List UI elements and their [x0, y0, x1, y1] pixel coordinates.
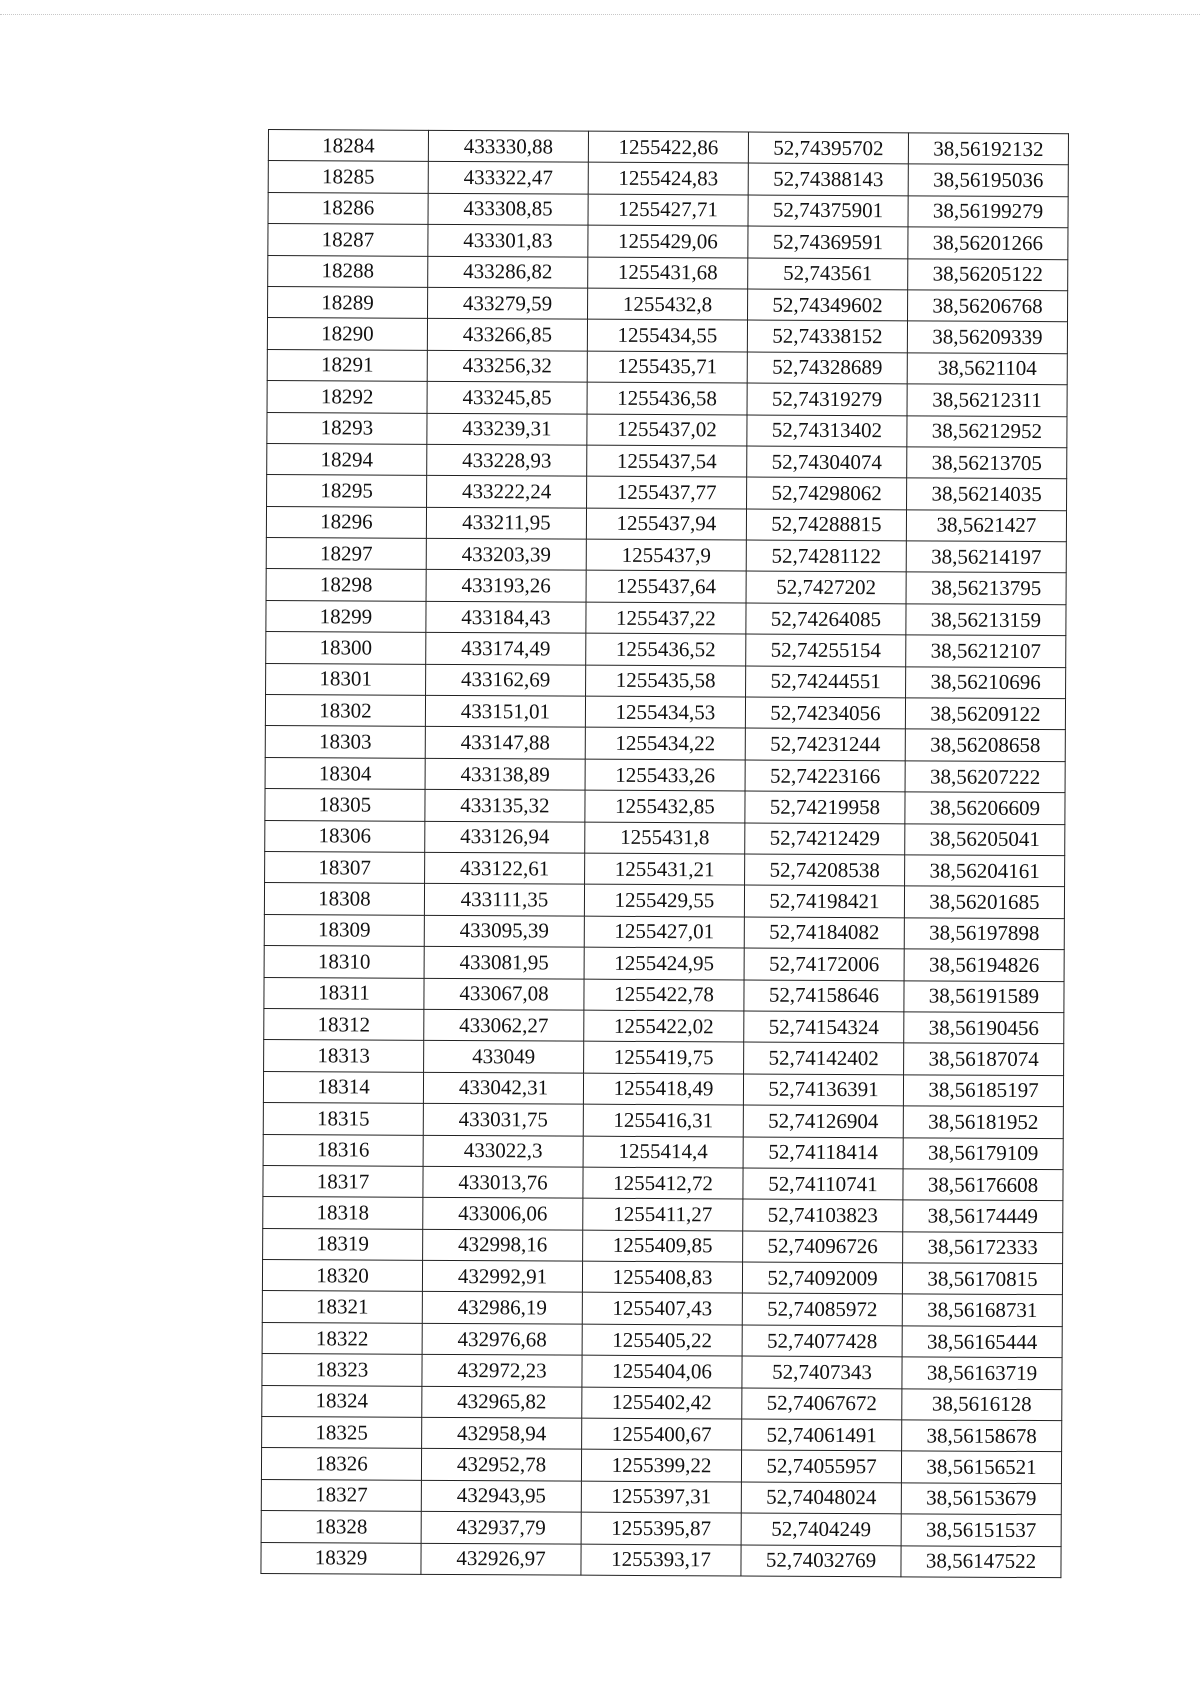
point-number-cell: 18315: [263, 1103, 423, 1135]
table-row: [268, 161, 1068, 197]
latitude-cell: 52,74313402: [747, 415, 907, 447]
table-row: [267, 443, 1067, 479]
latitude-cell: 52,74219958: [745, 791, 905, 823]
latitude-cell: 52,74319279: [747, 383, 907, 415]
y-coordinate-cell: 1255437,77: [587, 476, 747, 508]
table-row: [262, 1385, 1062, 1421]
x-coordinate-cell: 432952,78: [421, 1449, 581, 1481]
x-coordinate-cell: 433031,75: [423, 1103, 583, 1135]
latitude-cell: 52,74338152: [747, 320, 907, 352]
y-coordinate-cell: 1255434,22: [585, 728, 745, 760]
y-coordinate-cell: 1255429,06: [588, 225, 748, 257]
y-coordinate-cell: 1255432,85: [585, 790, 745, 822]
latitude-cell: 52,74298062: [747, 477, 907, 509]
table-row: [261, 1479, 1061, 1515]
table-row: [267, 381, 1067, 417]
longitude-cell: 38,56190456: [904, 1012, 1064, 1044]
latitude-cell: 52,74281122: [746, 540, 906, 572]
table-row: [262, 1417, 1062, 1453]
table-row: [267, 475, 1067, 511]
y-coordinate-cell: 1255409,85: [583, 1230, 743, 1262]
latitude-cell: 52,74395702: [748, 132, 908, 164]
y-coordinate-cell: 1255427,71: [588, 194, 748, 226]
point-number-cell: 18300: [266, 632, 426, 664]
y-coordinate-cell: 1255429,55: [584, 885, 744, 917]
longitude-cell: 38,56194826: [904, 949, 1064, 981]
longitude-cell: 38,56165444: [902, 1326, 1062, 1358]
x-coordinate-cell: 432958,94: [422, 1417, 582, 1449]
point-number-cell: 18288: [268, 255, 428, 287]
y-coordinate-cell: 1255433,26: [585, 759, 745, 791]
table-row: [264, 977, 1064, 1013]
latitude-cell: 52,74369591: [748, 226, 908, 258]
longitude-cell: 38,56199279: [908, 196, 1068, 228]
latitude-cell: 52,74349602: [748, 289, 908, 321]
table-row: [265, 820, 1065, 856]
point-number-cell: 18325: [262, 1417, 422, 1449]
y-coordinate-cell: 1255416,31: [583, 1104, 743, 1136]
longitude-cell: 38,56213705: [907, 447, 1067, 479]
x-coordinate-cell: 432986,19: [422, 1292, 582, 1324]
y-coordinate-cell: 1255434,53: [585, 696, 745, 728]
table-row: [266, 632, 1066, 668]
y-coordinate-cell: 1255402,42: [582, 1387, 742, 1419]
x-coordinate-cell: 433330,88: [428, 130, 588, 162]
x-coordinate-cell: 433193,26: [426, 570, 586, 602]
x-coordinate-cell: 433095,39: [424, 915, 584, 947]
table-row: [263, 1071, 1063, 1107]
latitude-cell: 52,74154324: [744, 1011, 904, 1043]
y-coordinate-cell: 1255418,49: [583, 1073, 743, 1105]
point-number-cell: 18292: [267, 381, 427, 413]
table-row: [265, 851, 1065, 887]
point-number-cell: 18284: [268, 130, 428, 162]
latitude-cell: 52,74055957: [741, 1450, 901, 1482]
table-row: [267, 412, 1067, 448]
x-coordinate-cell: 433006,06: [423, 1198, 583, 1230]
longitude-cell: 38,56210696: [906, 666, 1066, 698]
longitude-cell: 38,5621104: [907, 353, 1067, 385]
y-coordinate-cell: 1255422,02: [584, 1010, 744, 1042]
x-coordinate-cell: 433049: [424, 1041, 584, 1073]
y-coordinate-cell: 1255437,64: [586, 571, 746, 603]
longitude-cell: 38,56212952: [907, 415, 1067, 447]
point-number-cell: 18286: [268, 192, 428, 224]
longitude-cell: 38,5621427: [906, 510, 1066, 542]
table-row: [268, 255, 1068, 291]
x-coordinate-cell: 433162,69: [426, 664, 586, 696]
point-number-cell: 18322: [262, 1322, 422, 1354]
point-number-cell: 18328: [261, 1511, 421, 1543]
point-number-cell: 18304: [265, 757, 425, 789]
point-number-cell: 18301: [266, 663, 426, 695]
table-row: [261, 1448, 1061, 1484]
longitude-cell: 38,56205041: [905, 823, 1065, 855]
x-coordinate-cell: 433062,27: [424, 1009, 584, 1041]
x-coordinate-cell: 433239,31: [427, 413, 587, 445]
y-coordinate-cell: 1255435,58: [586, 665, 746, 697]
latitude-cell: 52,74234056: [745, 697, 905, 729]
point-number-cell: 18321: [262, 1291, 422, 1323]
point-number-cell: 18287: [268, 224, 428, 256]
longitude-cell: 38,56213159: [906, 604, 1066, 636]
point-number-cell: 18295: [267, 475, 427, 507]
point-number-cell: 18285: [268, 161, 428, 193]
point-number-cell: 18291: [267, 349, 427, 381]
y-coordinate-cell: 1255395,87: [581, 1512, 741, 1544]
table-row: [262, 1291, 1062, 1327]
table-row: [261, 1542, 1061, 1578]
y-coordinate-cell: 1255437,02: [587, 414, 747, 446]
latitude-cell: 52,743561: [748, 258, 908, 290]
latitude-cell: 52,7407343: [742, 1356, 902, 1388]
table-row: [266, 506, 1066, 542]
latitude-cell: 52,74136391: [743, 1074, 903, 1106]
point-number-cell: 18317: [263, 1165, 423, 1197]
y-coordinate-cell: 1255404,06: [582, 1355, 742, 1387]
longitude-cell: 38,56209339: [907, 321, 1067, 353]
point-number-cell: 18327: [261, 1479, 421, 1511]
latitude-cell: 52,74244551: [746, 666, 906, 698]
y-coordinate-cell: 1255419,75: [584, 1041, 744, 1073]
table-row: [266, 538, 1066, 574]
latitude-cell: 52,74067672: [742, 1388, 902, 1420]
point-number-cell: 18309: [264, 914, 424, 946]
latitude-cell: 52,74077428: [742, 1325, 902, 1357]
x-coordinate-cell: 433222,24: [427, 476, 587, 508]
longitude-cell: 38,56192132: [908, 133, 1068, 165]
y-coordinate-cell: 1255422,86: [588, 131, 748, 163]
point-number-cell: 18313: [264, 1040, 424, 1072]
x-coordinate-cell: 432926,97: [421, 1543, 581, 1575]
y-coordinate-cell: 1255411,27: [583, 1198, 743, 1230]
table-row: [268, 130, 1068, 166]
latitude-cell: 52,74092009: [742, 1262, 902, 1294]
longitude-cell: 38,56187074: [904, 1043, 1064, 1075]
point-number-cell: 18329: [261, 1542, 421, 1574]
table-row: [264, 883, 1064, 919]
longitude-cell: 38,56205122: [908, 258, 1068, 290]
x-coordinate-cell: 433256,32: [427, 350, 587, 382]
latitude-cell: 52,74103823: [743, 1199, 903, 1231]
longitude-cell: 38,56209122: [905, 698, 1065, 730]
longitude-cell: 38,56191589: [904, 980, 1064, 1012]
point-number-cell: 18326: [261, 1448, 421, 1480]
table-row: [266, 569, 1066, 605]
longitude-cell: 38,56176608: [903, 1169, 1063, 1201]
latitude-cell: 52,74126904: [743, 1105, 903, 1137]
latitude-cell: 52,74255154: [746, 634, 906, 666]
scan-top-edge: [0, 14, 1200, 15]
x-coordinate-cell: 433266,85: [427, 319, 587, 351]
point-number-cell: 18312: [264, 1008, 424, 1040]
longitude-cell: 38,56158678: [902, 1420, 1062, 1452]
table-row: [267, 349, 1067, 385]
y-coordinate-cell: 1255432,8: [588, 288, 748, 320]
x-coordinate-cell: 433111,35: [424, 884, 584, 916]
longitude-cell: 38,56208658: [905, 729, 1065, 761]
table-row: [263, 1165, 1063, 1201]
y-coordinate-cell: 1255437,22: [586, 602, 746, 634]
longitude-cell: 38,56213795: [906, 572, 1066, 604]
latitude-cell: 52,74231244: [745, 728, 905, 760]
latitude-cell: 52,74032769: [741, 1545, 901, 1577]
x-coordinate-cell: 433184,43: [426, 601, 586, 633]
x-coordinate-cell: 433013,76: [423, 1166, 583, 1198]
longitude-cell: 38,56214197: [906, 541, 1066, 573]
point-number-cell: 18320: [262, 1260, 422, 1292]
longitude-cell: 38,56201685: [904, 886, 1064, 918]
longitude-cell: 38,56212311: [907, 384, 1067, 416]
x-coordinate-cell: 433211,95: [426, 507, 586, 539]
x-coordinate-cell: 432965,82: [422, 1386, 582, 1418]
latitude-cell: 52,74212429: [745, 823, 905, 855]
point-number-cell: 18314: [263, 1071, 423, 1103]
latitude-cell: 52,74110741: [743, 1168, 903, 1200]
latitude-cell: 52,74158646: [744, 980, 904, 1012]
point-number-cell: 18293: [267, 412, 427, 444]
coordinates-table-body: [261, 130, 1069, 1578]
point-number-cell: 18303: [265, 726, 425, 758]
point-number-cell: 18318: [263, 1197, 423, 1229]
latitude-cell: 52,74198421: [744, 885, 904, 917]
table-row: [261, 1511, 1061, 1547]
point-number-cell: 18294: [267, 443, 427, 475]
longitude-cell: 38,56206609: [905, 792, 1065, 824]
point-number-cell: 18289: [268, 286, 428, 318]
x-coordinate-cell: 433022,3: [423, 1135, 583, 1167]
x-coordinate-cell: 433151,01: [425, 695, 585, 727]
table-row: [263, 1228, 1063, 1264]
x-coordinate-cell: 433122,61: [425, 852, 585, 884]
y-coordinate-cell: 1255400,67: [582, 1418, 742, 1450]
table-row: [266, 600, 1066, 636]
y-coordinate-cell: 1255431,21: [585, 853, 745, 885]
longitude-cell: 38,56170815: [902, 1263, 1062, 1295]
longitude-cell: 38,56201266: [908, 227, 1068, 259]
y-coordinate-cell: 1255399,22: [581, 1450, 741, 1482]
point-number-cell: 18305: [265, 789, 425, 821]
longitude-cell: 38,56207222: [905, 761, 1065, 793]
longitude-cell: 38,56151537: [901, 1514, 1061, 1546]
longitude-cell: 38,56185197: [903, 1075, 1063, 1107]
x-coordinate-cell: 433308,85: [428, 193, 588, 225]
table-row: [263, 1103, 1063, 1139]
y-coordinate-cell: 1255431,8: [585, 822, 745, 854]
latitude-cell: 52,74096726: [743, 1231, 903, 1263]
y-coordinate-cell: 1255427,01: [584, 916, 744, 948]
x-coordinate-cell: 432976,68: [422, 1323, 582, 1355]
latitude-cell: 52,74208538: [745, 854, 905, 886]
y-coordinate-cell: 1255431,68: [588, 257, 748, 289]
table-row: [264, 914, 1064, 950]
latitude-cell: 52,7427202: [746, 571, 906, 603]
y-coordinate-cell: 1255434,55: [587, 320, 747, 352]
y-coordinate-cell: 1255397,31: [581, 1481, 741, 1513]
longitude-cell: 38,56163719: [902, 1357, 1062, 1389]
point-number-cell: 18307: [265, 851, 425, 883]
y-coordinate-cell: 1255408,83: [582, 1261, 742, 1293]
longitude-cell: 38,56168731: [902, 1294, 1062, 1326]
x-coordinate-cell: 432992,91: [422, 1260, 582, 1292]
x-coordinate-cell: 433081,95: [424, 946, 584, 978]
longitude-cell: 38,56212107: [906, 635, 1066, 667]
table-row: [262, 1354, 1062, 1390]
point-number-cell: 18297: [266, 538, 426, 570]
x-coordinate-cell: 433228,93: [427, 444, 587, 476]
point-number-cell: 18306: [265, 820, 425, 852]
x-coordinate-cell: 433245,85: [427, 381, 587, 413]
table-row: [268, 224, 1068, 260]
table-row: [264, 1040, 1064, 1076]
latitude-cell: 52,74288815: [746, 509, 906, 541]
latitude-cell: 52,74142402: [744, 1042, 904, 1074]
latitude-cell: 52,74085972: [742, 1293, 902, 1325]
longitude-cell: 38,56153679: [901, 1483, 1061, 1515]
latitude-cell: 52,74375901: [748, 195, 908, 227]
x-coordinate-cell: 433286,82: [428, 256, 588, 288]
x-coordinate-cell: 432943,95: [421, 1480, 581, 1512]
y-coordinate-cell: 1255436,52: [586, 633, 746, 665]
table-row: [265, 789, 1065, 825]
latitude-cell: 52,74061491: [742, 1419, 902, 1451]
point-number-cell: 18319: [263, 1228, 423, 1260]
latitude-cell: 52,7404249: [741, 1513, 901, 1545]
y-coordinate-cell: 1255437,9: [586, 539, 746, 571]
latitude-cell: 52,74184082: [744, 917, 904, 949]
table-row: [264, 946, 1064, 982]
longitude-cell: 38,56181952: [903, 1106, 1063, 1138]
x-coordinate-cell: 432937,79: [421, 1512, 581, 1544]
point-number-cell: 18290: [267, 318, 427, 350]
point-number-cell: 18316: [263, 1134, 423, 1166]
table-row: [263, 1197, 1063, 1233]
y-coordinate-cell: 1255424,83: [588, 163, 748, 195]
x-coordinate-cell: 433067,08: [424, 978, 584, 1010]
y-coordinate-cell: 1255424,95: [584, 947, 744, 979]
x-coordinate-cell: 433138,89: [425, 758, 585, 790]
table-row: [268, 192, 1068, 228]
y-coordinate-cell: 1255437,54: [587, 445, 747, 477]
point-number-cell: 18296: [266, 506, 426, 538]
latitude-cell: 52,74328689: [747, 352, 907, 384]
longitude-cell: 38,56174449: [903, 1200, 1063, 1232]
x-coordinate-cell: 433203,39: [426, 538, 586, 570]
latitude-cell: 52,74388143: [748, 163, 908, 195]
x-coordinate-cell: 433301,83: [428, 225, 588, 257]
latitude-cell: 52,74118414: [743, 1137, 903, 1169]
point-number-cell: 18302: [265, 695, 425, 727]
latitude-cell: 52,74223166: [745, 760, 905, 792]
longitude-cell: 38,56206768: [908, 290, 1068, 322]
longitude-cell: 38,56204161: [905, 855, 1065, 887]
x-coordinate-cell: 433174,49: [426, 633, 586, 665]
longitude-cell: 38,56179109: [903, 1137, 1063, 1169]
point-number-cell: 18311: [264, 977, 424, 1009]
y-coordinate-cell: 1255407,43: [582, 1293, 742, 1325]
table-row: [262, 1322, 1062, 1358]
longitude-cell: 38,56195036: [908, 164, 1068, 196]
y-coordinate-cell: 1255437,94: [586, 508, 746, 540]
x-coordinate-cell: 433279,59: [428, 287, 588, 319]
x-coordinate-cell: 433135,32: [425, 790, 585, 822]
longitude-cell: 38,56214035: [907, 478, 1067, 510]
y-coordinate-cell: 1255435,71: [587, 351, 747, 383]
latitude-cell: 52,74304074: [747, 446, 907, 478]
y-coordinate-cell: 1255414,4: [583, 1136, 743, 1168]
table-row: [265, 695, 1065, 731]
x-coordinate-cell: 433147,88: [425, 727, 585, 759]
table-row: [263, 1134, 1063, 1170]
y-coordinate-cell: 1255405,22: [582, 1324, 742, 1356]
x-coordinate-cell: 433322,47: [428, 162, 588, 194]
longitude-cell: 38,56147522: [901, 1545, 1061, 1577]
table-row: [265, 726, 1065, 762]
point-number-cell: 18323: [262, 1354, 422, 1386]
table-row: [267, 318, 1067, 354]
latitude-cell: 52,74048024: [741, 1482, 901, 1514]
table-row: [264, 1008, 1064, 1044]
latitude-cell: 52,74172006: [744, 948, 904, 980]
longitude-cell: 38,5616128: [902, 1388, 1062, 1420]
longitude-cell: 38,56197898: [904, 918, 1064, 950]
x-coordinate-cell: 433126,94: [425, 821, 585, 853]
point-number-cell: 18308: [264, 883, 424, 915]
table-row: [268, 286, 1068, 322]
point-number-cell: 18298: [266, 569, 426, 601]
latitude-cell: 52,74264085: [746, 603, 906, 635]
longitude-cell: 38,56156521: [901, 1451, 1061, 1483]
y-coordinate-cell: 1255393,17: [581, 1544, 741, 1576]
table-row: [266, 663, 1066, 699]
x-coordinate-cell: 432972,23: [422, 1355, 582, 1387]
y-coordinate-cell: 1255412,72: [583, 1167, 743, 1199]
table-row: [262, 1260, 1062, 1296]
y-coordinate-cell: 1255436,58: [587, 382, 747, 414]
point-number-cell: 18324: [262, 1385, 422, 1417]
x-coordinate-cell: 432998,16: [423, 1229, 583, 1261]
y-coordinate-cell: 1255422,78: [584, 979, 744, 1011]
longitude-cell: 38,56172333: [903, 1232, 1063, 1264]
point-number-cell: 18310: [264, 946, 424, 978]
coordinates-table: [260, 129, 1069, 1578]
table-row: [265, 757, 1065, 793]
x-coordinate-cell: 433042,31: [423, 1072, 583, 1104]
point-number-cell: 18299: [266, 600, 426, 632]
